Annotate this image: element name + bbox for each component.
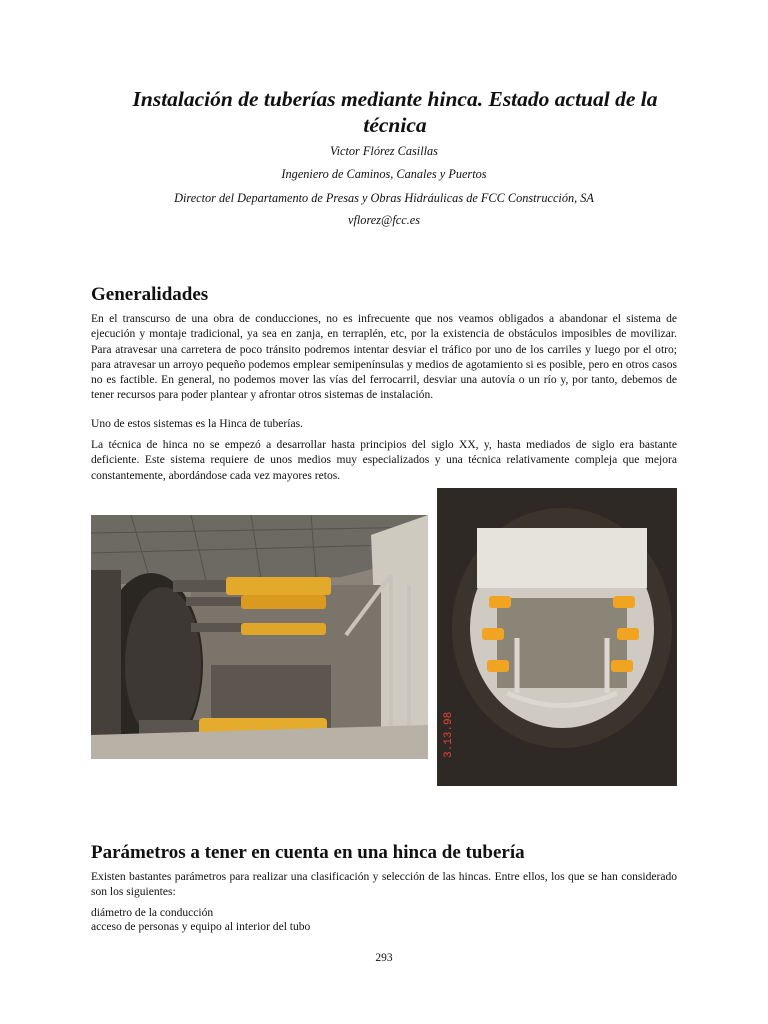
page-number: 293 — [375, 952, 393, 964]
paragraph-parameters: Existen bastantes parámetros para realizar una clasificación y selección de las hincas. Entre ellos, los que se han considerado son los siguientes: — [91, 871, 677, 899]
section-heading-parametros: Parámetros a tener en cuenta en una hinca de tubería — [91, 842, 525, 863]
author-affiliation: Director del Departamento de Presas y Obras Hidráulicas de FCC Construcción, SA — [174, 191, 594, 205]
list-item: diámetro de la conducción — [91, 907, 214, 919]
author-email: vflorez@fcc.es — [348, 213, 420, 227]
paragraph-history: La técnica de hinca no se empezó a desarrollar hasta principios del siglo XX, y, hasta mediados de siglo era bastante deficiente. Este sistema requiere de unos medios muy especializados y una técnica relativamente compleja que mejora constantemente, abordándose cada vez mayores retos. — [91, 439, 677, 482]
photo-pipe-interior — [437, 488, 677, 786]
section-heading-generalidades: Generalidades — [91, 284, 209, 305]
author-role: Ingeniero de Caminos, Canales y Puertos — [281, 167, 487, 181]
paragraph-hinca-system: Uno de estos sistemas es la Hinca de tuberías. — [91, 418, 303, 430]
paragraph-intro: En el transcurso de una obra de conducciones, no es infrecuente que nos veamos obligados a abandonar el sistema de ejecución y montaje tradicional, ya sea en zanja, en terraplén, etc, por la existencia de obstáculos imposibles de movilizar. Para atravesar una carretera de poco tránsito podremos intentar desviar el tráfico por uno de los carriles y luego por el otro; para atravesar un arroyo pequeño podemos emplear semipenínsulas y medios de agotamiento si es posible, pero en otros casos no es factible. En general, no podemos mover las vías del ferrocarril, desviar una autovía o un río y, por tanto, debemos de tener recursos para poder plantear y afrontar otros sistemas de instalación. — [91, 313, 677, 402]
list-item: acceso de personas y equipo al interior del tubo — [91, 921, 311, 933]
author-name: Victor Flórez Casillas — [330, 144, 438, 158]
photo-jacking-pit — [91, 515, 428, 759]
photo-date-stamp: 3.13.98 — [443, 711, 455, 758]
paper-title: Instalación de tuberías mediante hinca. Estado actual de la técnica — [132, 87, 658, 137]
